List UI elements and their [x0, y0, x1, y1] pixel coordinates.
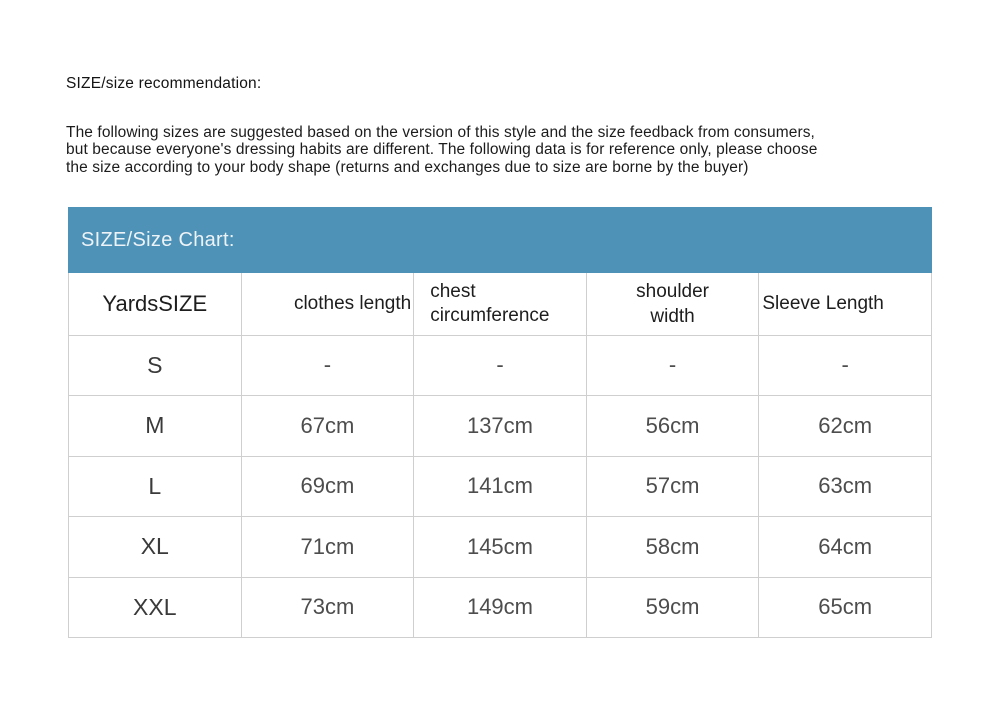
table-header-row [69, 273, 932, 335]
cell-clothes-length: 69cm [241, 456, 414, 517]
column-header-shoulder-width: shoulder width [586, 273, 759, 335]
cell-sleeve-length: 65cm [759, 577, 932, 638]
cell-sleeve-length: 63cm [759, 456, 932, 517]
description-line: The following sizes are suggested based on the version of this style and the size feedback from consumers, [66, 124, 815, 141]
cell-clothes-length: 73cm [241, 577, 414, 638]
cell-size: S [69, 335, 242, 396]
size-recommendation-description [66, 124, 936, 176]
cell-size: XL [69, 517, 242, 578]
cell-chest-circumference: 145cm [414, 517, 587, 578]
table-row-size-xxl [69, 577, 932, 638]
column-header-clothes-length: clothes length [241, 273, 414, 335]
cell-size: M [69, 396, 242, 457]
cell-size: L [69, 456, 242, 517]
cell-size: XXL [69, 577, 242, 638]
cell-chest-circumference: 149cm [414, 577, 587, 638]
cell-clothes-length: - [241, 335, 414, 396]
cell-sleeve-length: 64cm [759, 517, 932, 578]
cell-clothes-length: 71cm [241, 517, 414, 578]
cell-sleeve-length: 62cm [759, 396, 932, 457]
cell-shoulder-width: - [586, 335, 759, 396]
cell-sleeve-length: - [759, 335, 932, 396]
cell-shoulder-width: 56cm [586, 396, 759, 457]
cell-shoulder-width: 59cm [586, 577, 759, 638]
column-header-chest-circumference: chest circumference [414, 273, 587, 335]
table-row-size-l [69, 456, 932, 517]
description-line: but because everyone's dressing habits are different. The following data is for reference only, please choose [66, 141, 818, 159]
size-chart-table [68, 273, 932, 638]
description-line: the size according to your body shape (returns and exchanges due to size are borne by the buyer) [66, 158, 749, 176]
cell-chest-circumference: 137cm [414, 396, 587, 457]
table-row-size-xl [69, 517, 932, 578]
cell-shoulder-width: 57cm [586, 456, 759, 517]
cell-clothes-length: 67cm [241, 396, 414, 457]
table-row-size-m [69, 396, 932, 457]
size-chart-banner-title: SIZE/Size Chart: [81, 228, 235, 251]
column-header-sleeve-length: Sleeve Length [759, 273, 932, 335]
size-chart-banner [68, 207, 932, 273]
table-row-size-s [69, 335, 932, 396]
cell-chest-circumference: 141cm [414, 456, 587, 517]
cell-chest-circumference: - [414, 335, 587, 396]
size-recommendation-heading: SIZE/size recommendation: [66, 75, 262, 92]
cell-shoulder-width: 58cm [586, 517, 759, 578]
column-header-yards-size: YardsSIZE [69, 273, 242, 335]
